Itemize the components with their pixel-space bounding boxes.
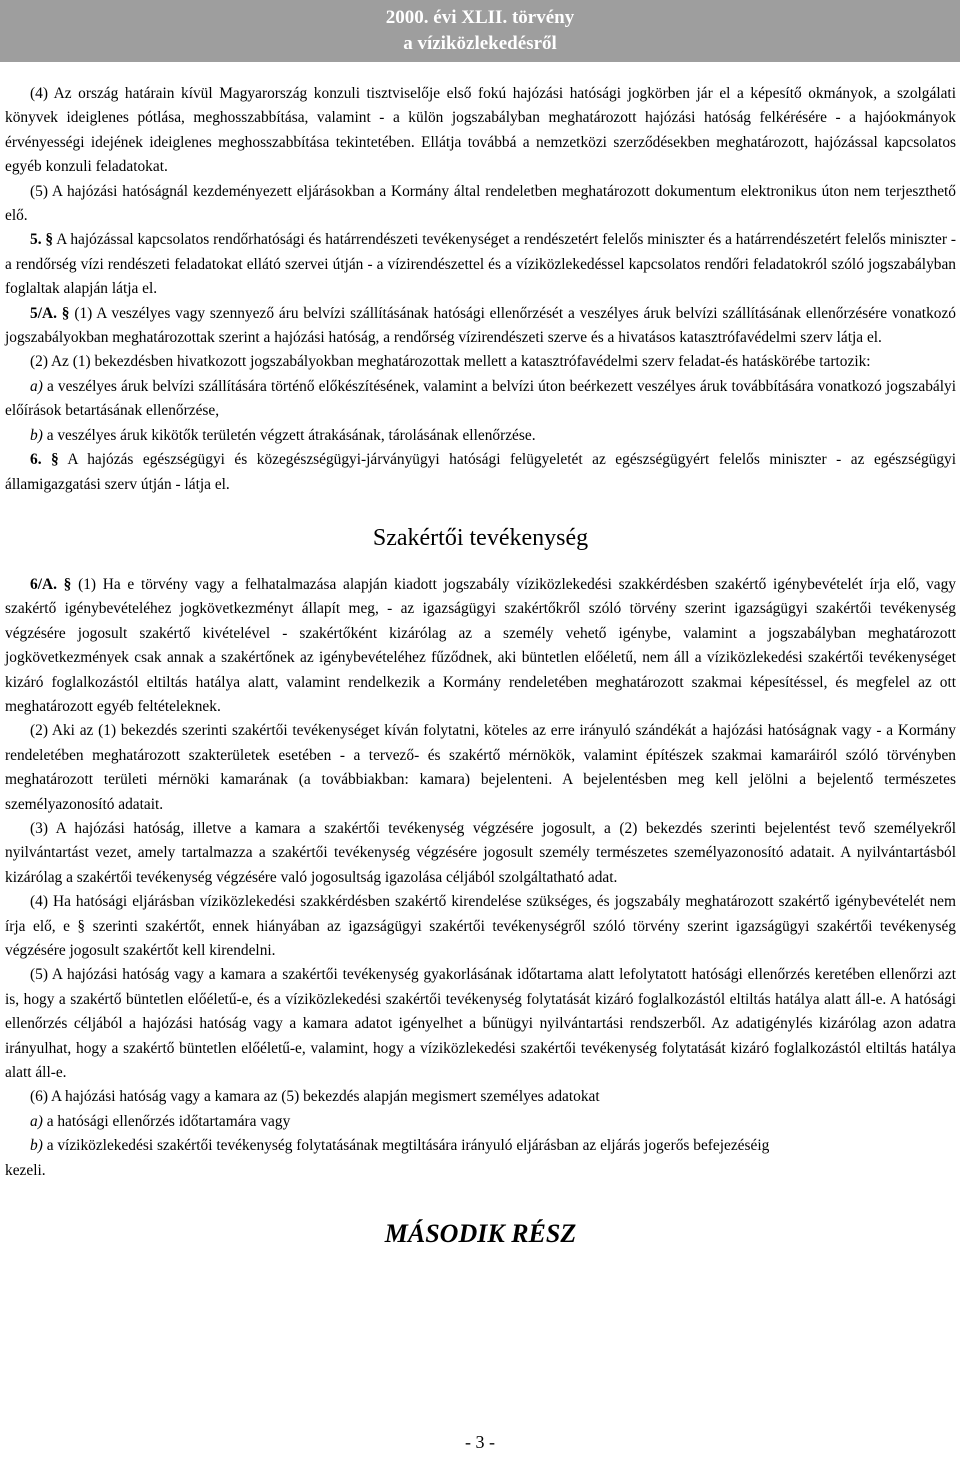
- section-6: [5, 448, 956, 497]
- point-label: a): [30, 1112, 43, 1130]
- document-header: [0, 0, 960, 62]
- point-label: b): [30, 426, 43, 444]
- law-title: 2000. évi XLII. törvény: [385, 7, 575, 28]
- section-text: (1) A veszélyes vagy szennyező áru belvízi szállításának hatósági ellenőrzését a veszélyes áruk belvízi szállításának ellenőrzésére vonatkozó jogszabályokban meghatározottak szerint a hajózási hatóság, a rendőrség vízirendészeti szerve és a hivatásos katasztrófavédelmi szerv látja el.: [5, 304, 956, 347]
- section-5a-2-a: [5, 375, 956, 424]
- paragraph-5: (5) A hajózási hatóságnál kezdeményezett eljárásokban a Kormány által rendeletben meghatározott dokumentum elektronikus úton nem terjeszthető elő.: [5, 182, 956, 225]
- section-6a-3: (3) A hajózási hatóság, illetve a kamara a szakértői tevékenység végzésére jogosult, a (2) bekezdés szerinti bejelentést tevő személyekről nyilvántartást vezet, amely tartalmazza a szakértői tevékenység végzésére jogosult személy természetes személyazonosító adatait. A nyilvántartásból kizárólag a szakértői tevékenység végzésére való jogosultság igazolása céljából szolgáltatható adat.: [5, 819, 956, 886]
- section-6a-2: (2) Aki az (1) bekezdés szerinti szakértői tevékenységet kíván folytatni, köteles az erre irányuló szándékát a hajózási hatóságnak vagy - a Kormány rendeletében meghatározott szakterületek esetében - a tervező- és szakértő mérnökök, valamint építészek szakmai kamaráiról szóló törvényben meghatározott területi mérnöki kamarának (a továbbiakban: kamara) bejelenteni. A bejelentésben meg kell jelölni a bejelentő természetes személyazonosító adatait.: [5, 722, 956, 813]
- section-6a-6-closing: kezeli.: [5, 1161, 46, 1179]
- section-6a-1: [5, 573, 956, 719]
- point-text: a veszélyes áruk belvízi szállítására történő előkészítésének, valamint a belvízi úton beérkezett veszélyes áruk továbbítására vonatkozó jogszabályi előírások betartásának ellenőrzése,: [5, 377, 956, 420]
- section-number: 5. §: [30, 231, 54, 249]
- section-text: A hajózással kapcsolatos rendőrhatósági és határrendészeti tevékenységet a rendészetért felelős miniszter és a határrendészetért felelős miniszter - a rendőrség vízi rendészeti feladatokat ellátó szervei útján - a vízirendészettel és a víziközlekedéssel kapcsolatos rendőri feladatokról szóló jogszabályban foglaltak alapján látja el.: [5, 231, 957, 298]
- section-6a-4: (4) Ha hatósági eljárásban víziközlekedési szakkérdésben szakértő kirendelése szükséges, és jogszabály meghatározott szakértő igénybevételét nem írja elő, e § szerinti szakértőt, ennek hiányában az igazságügyi szakértői tevékenységről szóló törvény szerint igazságügyi szakértői tevékenység végzésére jogosult szakértőt kell kirendelni.: [5, 893, 956, 959]
- section-6a-6: (6) A hajózási hatóság vagy a kamara az (5) bekezdés alapján megismert személyes adatokat: [30, 1088, 600, 1106]
- section-5: [5, 228, 956, 301]
- law-subtitle: a víziközlekedésről: [403, 33, 557, 54]
- section-5a-2-b: [5, 424, 956, 448]
- section-number: 6/A. §: [30, 575, 72, 593]
- section-heading: Szakértői tevékenység: [372, 524, 589, 551]
- paragraph-4: (4) Az ország határain kívül Magyarország konzuli tisztviselője első fokú hajózási hatósági jogkörben jár el a képesítő okmányok, a szolgálati könyvek ideiglenes pótlása, meghosszabbítása, valamint - a külön jogszabályban meghatározott hajózási hatóság felkérésére - a hajóokmányok érvényességi idejének ideiglenes meghosszabbítása tekintetében. Ellátja továbbá a nemzetközi szerződésekben meghatározott, hajózással kapcsolatos egyéb konzuli feladatokat.: [5, 85, 956, 176]
- point-text: a hatósági ellenőrzés időtartamára vagy: [46, 1112, 291, 1130]
- document-body: [5, 82, 956, 1251]
- page-number: - 3 -: [465, 1432, 495, 1452]
- point-label: b): [30, 1137, 43, 1155]
- section-6a-5: (5) A hajózási hatóság vagy a kamara a szakértői tevékenység gyakorlásának időtartama alatt lefolytatott hatósági ellenőrzés keretében ellenőrzi azt is, hogy a szakértő büntetlen előéletű-e, és a víziközlekedési szakértői tevékenység folytatását kizáró foglalkozástól eltiltás hatálya alatt áll-e. A hatósági ellenőrzés céljából a hajózási hatóság vagy a kamara adatot igényelhet a bűnügyi nyilvántartási rendszerből. Az adatigénylés kizárólag azon adatra irányulhat, hogy a szakértő büntetlen előéletű-e, valamint, hogy a víziközlekedési szakértői tevékenység folytatását kizáró foglalkozástól eltiltás hatálya alatt áll-e.: [5, 966, 956, 1082]
- section-6a-6-b: [5, 1134, 956, 1158]
- section-5a: [5, 302, 956, 351]
- section-number: 6. §: [30, 451, 59, 469]
- point-label: a): [30, 377, 43, 395]
- section-number: 5/A. §: [30, 304, 70, 322]
- section-5a-2: (2) Az (1) bekezdésben hivatkozott jogszabályokban meghatározottak mellett a katasztrófavédelmi szerv feladat-és hatáskörébe tartozik:: [30, 353, 871, 371]
- section-6a-6-a: [5, 1110, 956, 1134]
- section-text: (1) Ha e törvény vagy a felhatalmazása alapján kiadott jogszabály víziközlekedési szakkérdésben szakértő igénybevételét írja elő, vagy szakértő igénybevételéhez jogkövetkezményt állapít meg, - az igazságügyi szakértőkről szóló törvény szerint igazságügyi szakértői tevékenység végzésére jogosult szakértő kivételével - szakértőként kizárólag az a személy vehető igénybe, valamint a jogszabályban meghatározott jogkövetkezmények csak annak a szakértőnek az igénybevételéhez fűződnek, aki büntetlen előéletű, nem áll a víziközlekedési szakértői tevékenységet kizáró foglalkozástól eltiltás hatálya alatt, valamint rendelkezik a Kormány rendeletében meghatározott szakmai képesítéssel, és megfelel az ott meghatározott egyéb feltételeknek.: [5, 575, 956, 715]
- point-text: a víziközlekedési szakértői tevékenység folytatásának megtiltására irányuló eljárásban az eljárás jogerős befejezéséig: [46, 1137, 770, 1155]
- section-text: A hajózás egészségügyi és közegészségügyi-járványügyi hatósági felügyeletét az egészségügyért felelős miniszter - az egészségügyi államigazgatási szerv útján - látja el.: [5, 451, 957, 493]
- part-heading: MÁSODIK RÉSZ: [384, 1219, 577, 1249]
- point-text: a veszélyes áruk kikötők területén végzett átrakásának, tárolásának ellenőrzése.: [46, 426, 536, 444]
